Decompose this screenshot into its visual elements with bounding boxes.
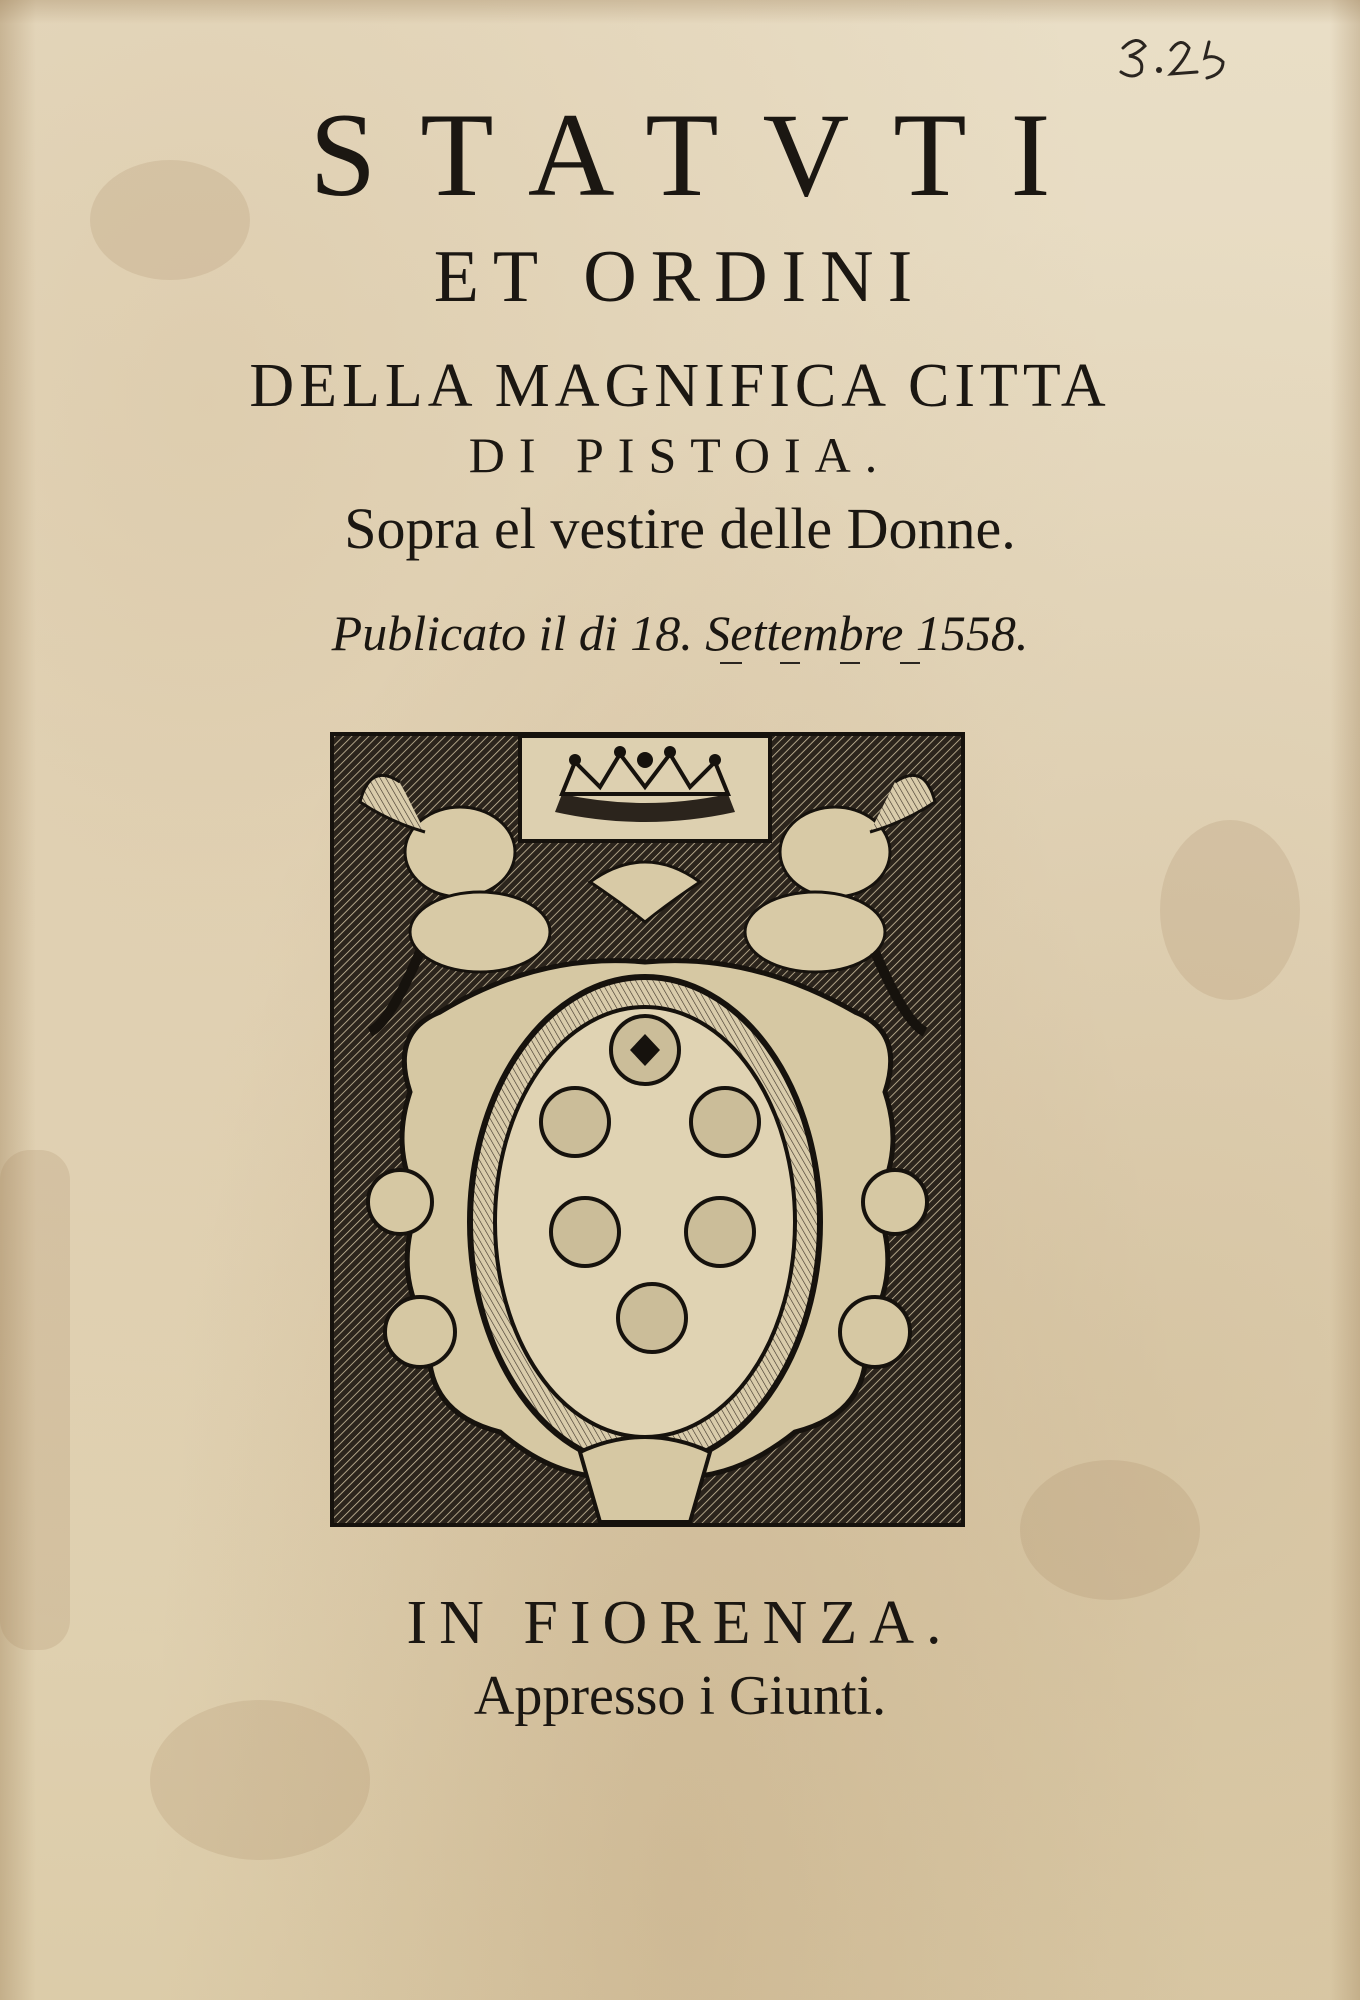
paper-stain [1160,820,1300,1000]
handwritten-inscription [1115,28,1235,88]
woodcut-coat-of-arms [330,732,965,1527]
imprint-printer: Appresso i Giunti. [473,1665,887,1727]
paper-edge-top [0,0,1360,24]
subtitle-vestire: Sopra el vestire delle Donne. [344,496,1016,561]
title-di-pistoia: DI PISTOIA. [468,427,892,483]
printed-dash-rule [720,658,940,668]
paper-stain [0,1150,70,1650]
paper-stain [150,1700,370,1860]
publication-date: Publicato il di 18. Settembre 1558. [331,605,1029,661]
title-della-magnifica-citta: DELLA MAGNIFICA CITTA [249,352,1111,420]
paper-stain [1020,1460,1200,1600]
title-statuti: STATVTI [309,88,1095,221]
title-et-ordini: ET ORDINI [433,236,927,318]
imprint-place: IN FIORENZA. [406,1589,954,1657]
